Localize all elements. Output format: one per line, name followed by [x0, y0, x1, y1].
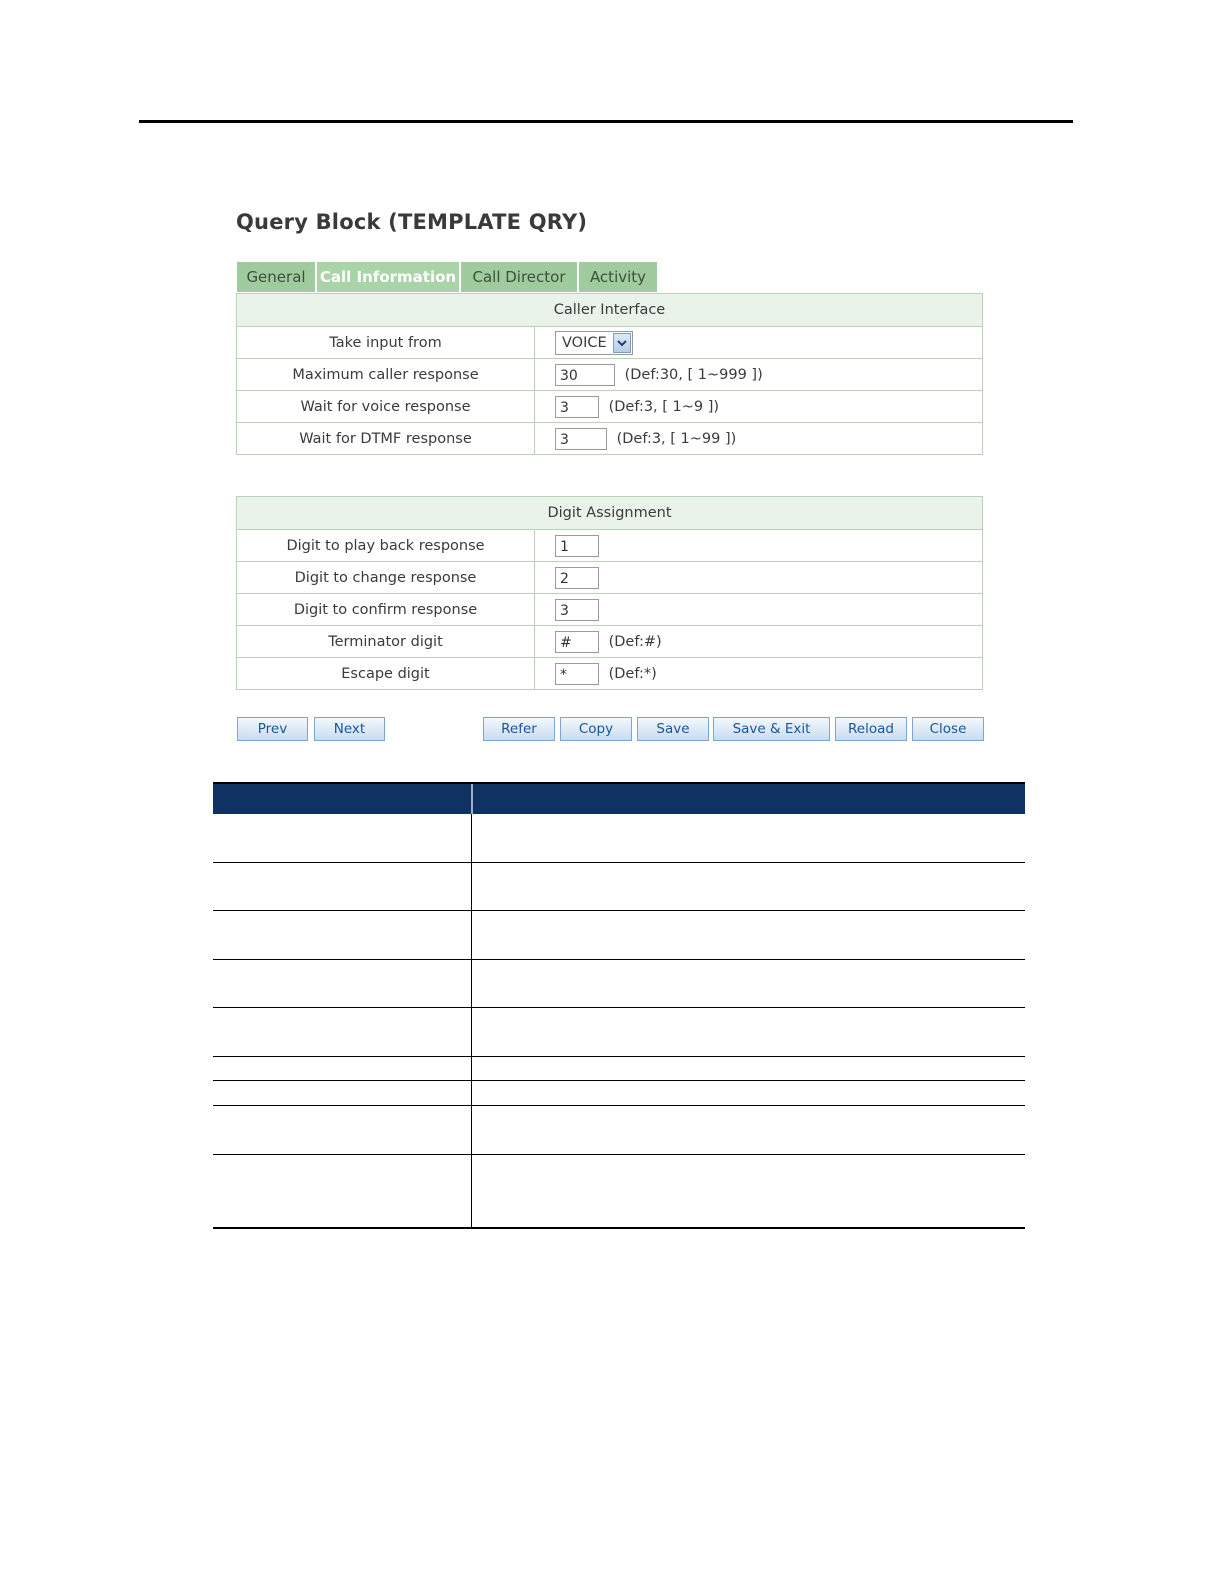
field-label: Escape digit — [237, 658, 535, 690]
header-divider — [471, 784, 473, 816]
query-block-panel — [232, 205, 988, 750]
row-divider — [213, 862, 1025, 863]
default-hint: (Def:*) — [608, 665, 657, 682]
field-label: Digit to confirm response — [237, 594, 535, 626]
section-heading: Caller Interface — [237, 294, 983, 327]
save-exit-button[interactable]: Save & Exit — [713, 717, 830, 741]
tab-call-information[interactable]: Call Information — [317, 262, 461, 292]
row-divider — [213, 1154, 1025, 1155]
row-divider — [213, 1007, 1025, 1008]
table-row — [237, 530, 983, 562]
terminator-digit-input[interactable]: # — [555, 631, 599, 653]
table-row — [237, 423, 983, 455]
row-divider — [213, 910, 1025, 911]
escape-digit-input[interactable]: * — [555, 663, 599, 685]
select-value: VOICE — [562, 334, 607, 351]
default-hint: (Def:#) — [608, 633, 662, 650]
row-divider — [213, 1105, 1025, 1106]
table-row — [237, 327, 983, 359]
copy-button[interactable]: Copy — [560, 717, 632, 741]
default-hint: (Def:30, [ 1~999 ]) — [624, 366, 763, 383]
table-row — [237, 626, 983, 658]
default-hint: (Def:3, [ 1~99 ]) — [616, 430, 737, 447]
table-row — [237, 391, 983, 423]
row-divider — [213, 959, 1025, 960]
row-divider — [213, 1080, 1025, 1081]
field-label: Digit to play back response — [237, 530, 535, 562]
wait-voice-response-input[interactable]: 3 — [555, 396, 599, 418]
playback-digit-input[interactable]: 1 — [555, 535, 599, 557]
confirm-digit-input[interactable]: 3 — [555, 599, 599, 621]
tab-activity[interactable]: Activity — [579, 262, 657, 292]
tab-bar — [237, 262, 657, 292]
row-divider — [213, 1056, 1025, 1057]
field-label: Maximum caller response — [237, 359, 535, 391]
digit-assignment-table — [236, 496, 983, 690]
table-row — [237, 658, 983, 690]
refer-button[interactable]: Refer — [483, 717, 555, 741]
section-heading: Digit Assignment — [237, 497, 983, 530]
tab-call-director[interactable]: Call Director — [461, 262, 579, 292]
take-input-select[interactable] — [555, 331, 633, 355]
field-label: Wait for DTMF response — [237, 423, 535, 455]
description-table-header — [213, 782, 1025, 814]
wait-dtmf-response-input[interactable]: 3 — [555, 428, 607, 450]
tab-general[interactable]: General — [237, 262, 317, 292]
field-label: Take input from — [237, 327, 535, 359]
default-hint: (Def:3, [ 1~9 ]) — [608, 398, 720, 415]
reload-button[interactable]: Reload — [835, 717, 907, 741]
table-bottom-rule — [213, 1227, 1025, 1229]
table-row — [237, 359, 983, 391]
field-label: Wait for voice response — [237, 391, 535, 423]
save-button[interactable]: Save — [637, 717, 709, 741]
caller-interface-table — [236, 293, 983, 455]
chevron-down-icon[interactable] — [613, 333, 631, 353]
change-digit-input[interactable]: 2 — [555, 567, 599, 589]
next-button[interactable]: Next — [314, 717, 385, 741]
field-label: Digit to change response — [237, 562, 535, 594]
close-button[interactable]: Close — [912, 717, 984, 741]
prev-button[interactable]: Prev — [237, 717, 308, 741]
header-rule — [139, 120, 1073, 123]
column-divider — [471, 814, 472, 1228]
table-row — [237, 594, 983, 626]
table-row — [237, 562, 983, 594]
max-caller-response-input[interactable]: 30 — [555, 364, 615, 386]
field-label: Terminator digit — [237, 626, 535, 658]
page-title: Query Block (TEMPLATE QRY) — [236, 210, 588, 234]
